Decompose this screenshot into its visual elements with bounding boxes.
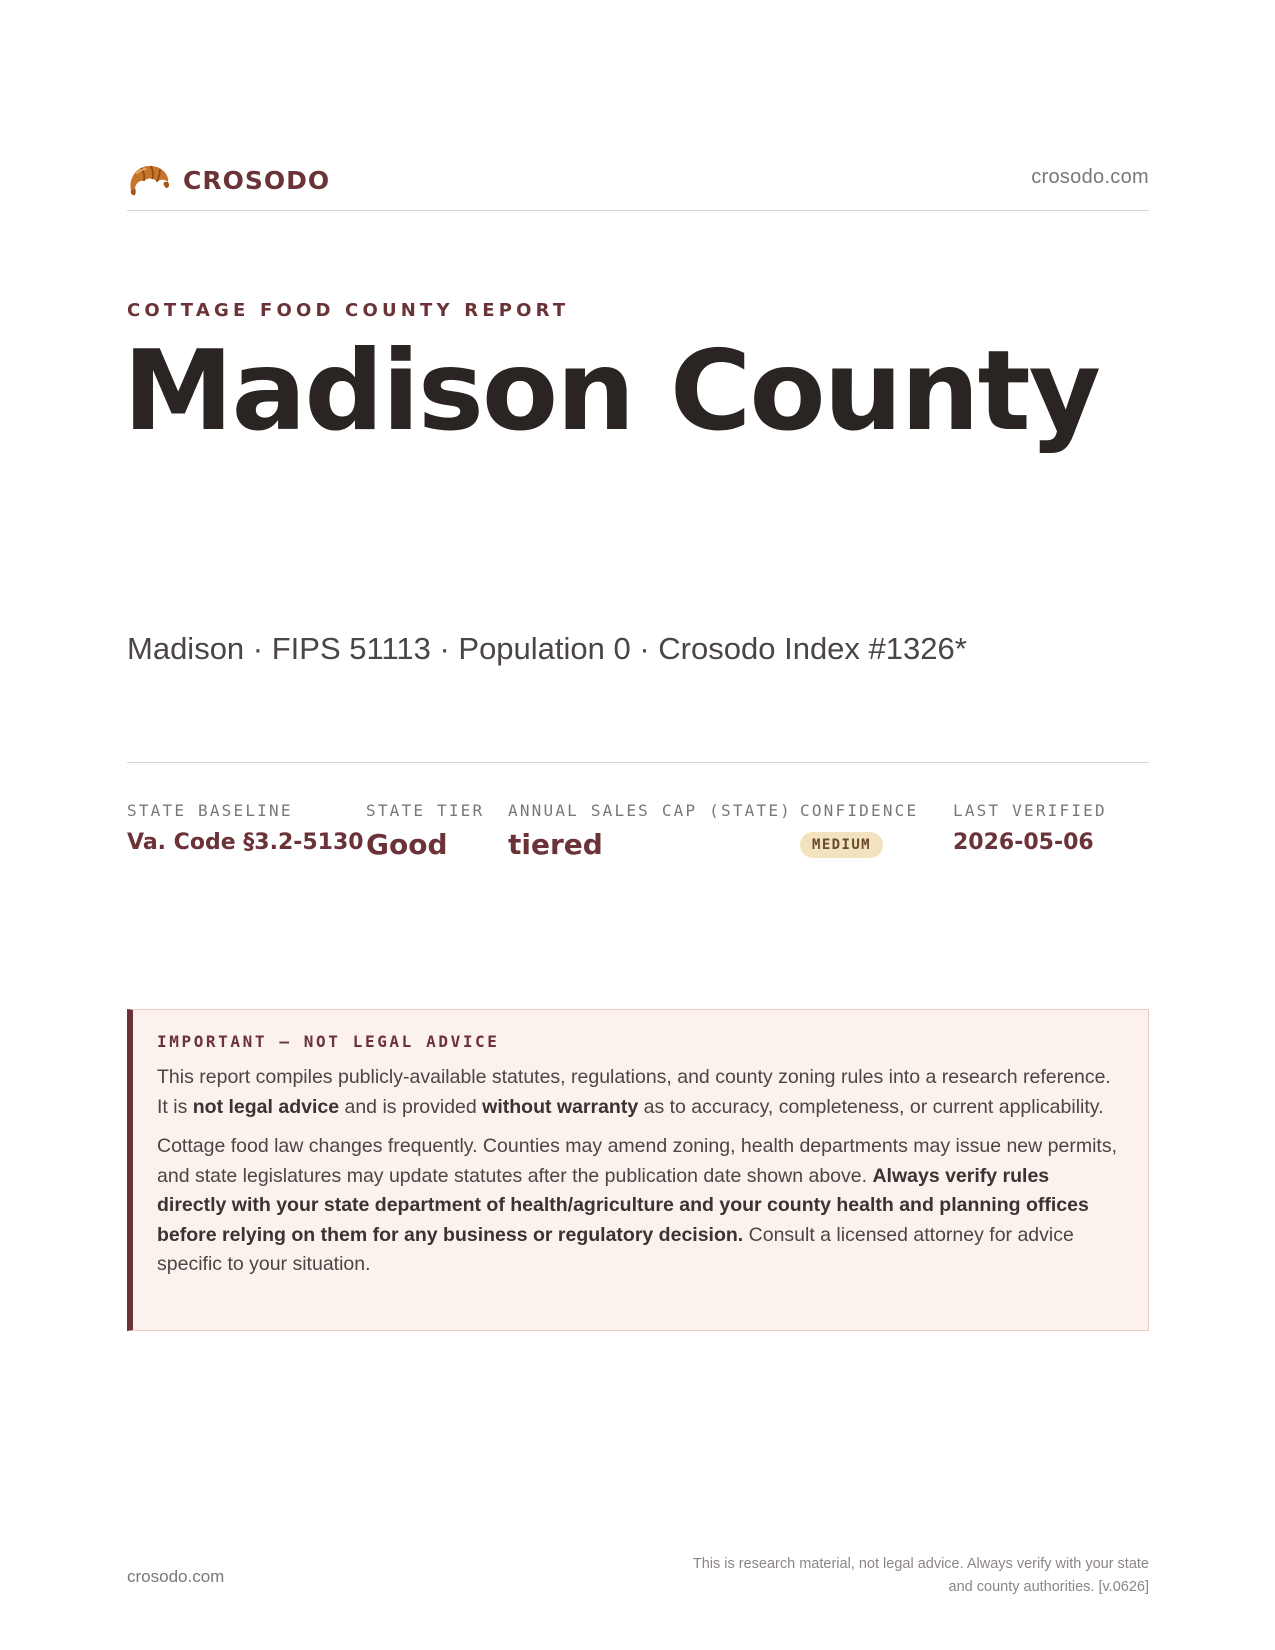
- stat-label: ANNUAL SALES CAP (STATE): [508, 801, 792, 820]
- disclaimer-text: Cottage food law changes frequently. Counties may amend zoning, health departments may issue new permits, and state legislatures may update statutes after the publication date shown above.: [157, 1135, 1117, 1187]
- page-header: [127, 156, 1149, 211]
- brand: [127, 160, 330, 200]
- stat-annual-sales-cap: [508, 801, 792, 861]
- disclaimer-emphasis: without warranty: [482, 1095, 639, 1118]
- disclaimer-text: Consult a licensed attorney for advice specific to your situation.: [157, 1223, 1074, 1275]
- footer-disclaimer-line: and county authorities. [v.0626]: [948, 1579, 1149, 1595]
- page-title: Madison County: [123, 327, 1100, 456]
- disclaimer-emphasis: not legal advice: [192, 1095, 340, 1118]
- footer-site-link[interactable]: crosodo.com: [127, 1567, 225, 1586]
- stat-last-verified: [953, 801, 1107, 855]
- stat-confidence: [800, 801, 918, 858]
- stat-label: LAST VERIFIED: [953, 801, 1107, 820]
- confidence-badge: MEDIUM: [800, 832, 883, 858]
- legal-disclaimer-box: [127, 1009, 1149, 1331]
- report-page: [123, 0, 1149, 1650]
- stat-label: STATE TIER: [366, 801, 485, 820]
- disclaimer-paragraph-1: [157, 1063, 1122, 1122]
- footer-disclaimer-line: This is research material, not legal advice. Always verify with your state: [692, 1556, 1149, 1572]
- stat-value: tiered: [508, 828, 603, 861]
- county-summary-line: Madison · FIPS 51113 · Population 0 · Crosodo Index #1326*: [127, 631, 967, 666]
- disclaimer-emphasis: Always verify rules directly with your state department of health/agriculture and your county health and planning offices before relying on them for any business or regulatory decision.: [157, 1164, 1089, 1246]
- disclaimer-text: This report compiles publicly-available statutes, regulations, and county zoning rules into a research reference. It is: [157, 1066, 1111, 1118]
- stat-label: STATE BASELINE: [127, 801, 293, 820]
- disclaimer-text: as to accuracy, completeness, or current applicability.: [638, 1095, 1104, 1118]
- stat-value: Good: [366, 828, 448, 861]
- croissant-icon: [127, 160, 171, 200]
- stat-value: Va. Code §3.2-5130: [127, 830, 364, 855]
- disclaimer-paragraph-2: [157, 1132, 1122, 1280]
- stat-state-tier: [366, 801, 484, 861]
- brand-name: CROSODO: [183, 165, 331, 195]
- stats-row: [127, 762, 1149, 883]
- stat-label: CONFIDENCE: [800, 801, 919, 820]
- stat-value: 2026-05-06: [953, 830, 1094, 855]
- stat-state-baseline: [127, 801, 364, 855]
- header-site-link[interactable]: crosodo.com: [1031, 166, 1149, 188]
- disclaimer-text: and is provided: [339, 1095, 483, 1118]
- footer-disclaimer: [589, 1553, 1149, 1599]
- report-kicker: COTTAGE FOOD COUNTY REPORT: [127, 300, 570, 321]
- disclaimer-heading: IMPORTANT — NOT LEGAL ADVICE: [157, 1032, 500, 1051]
